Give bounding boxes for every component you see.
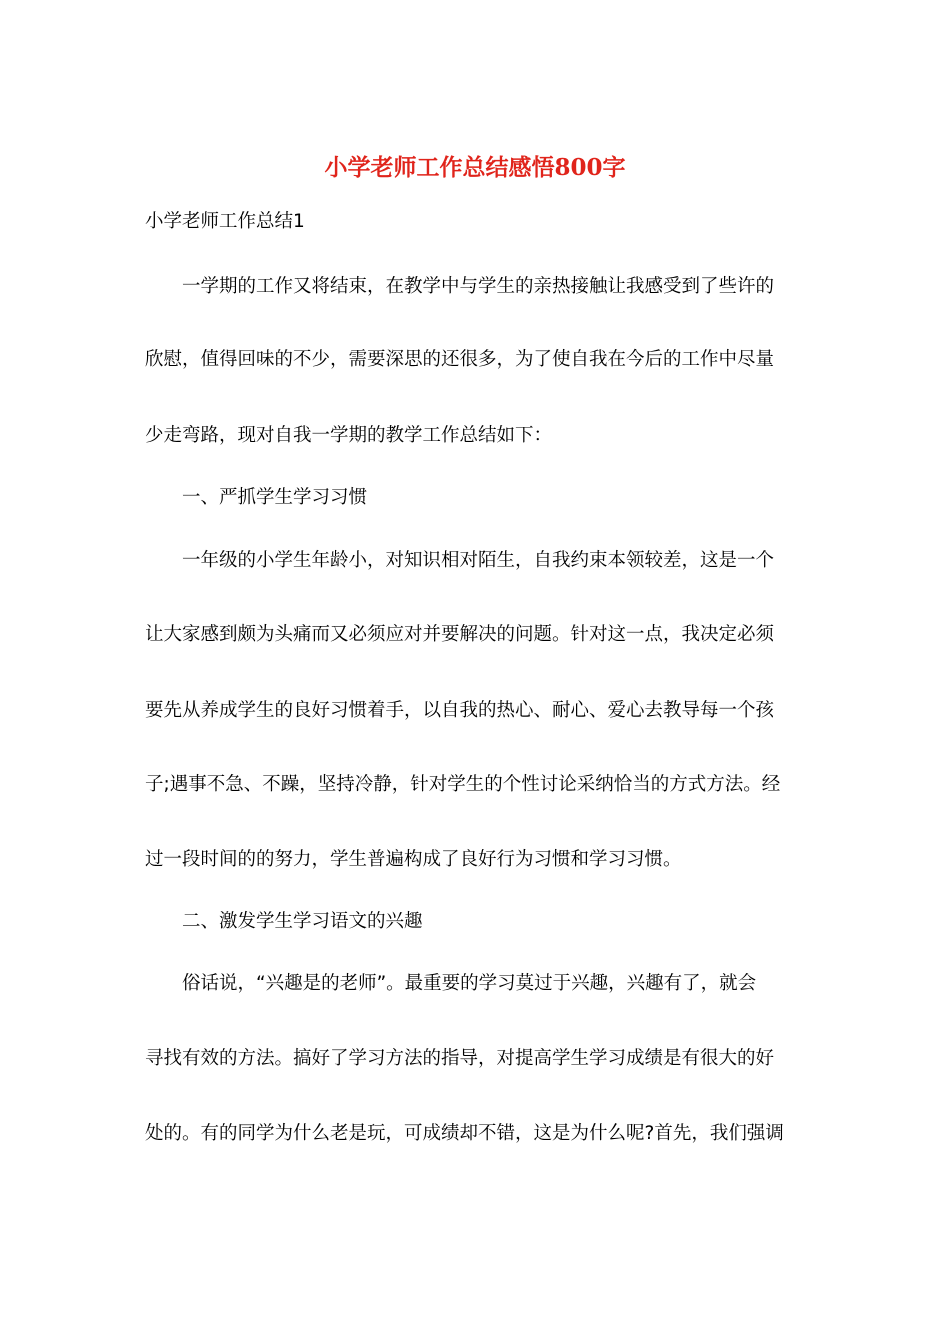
paragraph-line: 一学期的工作又将结束，在教学中与学生的亲热接触让我感受到了些许的: [182, 276, 775, 297]
paragraph-line: 处的。有的同学为什么老是玩，可成绩却不错，这是为什么呢?首先，我们强调: [145, 1123, 784, 1144]
paragraph-line: 欣慰，值得回味的不少，需要深思的还很多，为了使自我在今后的工作中尽量: [145, 349, 775, 370]
paragraph-line: 过一段时间的的努力，学生普遍构成了良好行为习惯和学习习惯。: [145, 849, 682, 870]
paragraph-line: 让大家感到颇为头痛而又必须应对并要解决的问题。针对这一点，我决定必须: [145, 624, 775, 645]
paragraph-line: 要先从养成学生的良好习惯着手，以自我的热心、耐心、爱心去教导每一个孩: [145, 700, 775, 721]
paragraph-line: 一年级的小学生年龄小，对知识相对陌生，自我约束本领较差，这是一个: [182, 550, 775, 571]
document-title: 小学老师工作总结感悟800字: [324, 154, 626, 181]
subheading-1: 一、严抓学生学习习惯: [182, 487, 368, 508]
subheading-2: 二、激发学生学习语文的兴趣: [182, 911, 423, 932]
paragraph-line: 少走弯路，现对自我一学期的教学工作总结如下：: [145, 425, 553, 446]
paragraph-line: 俗话说，“兴趣是的老师”。最重要的学习莫过于兴趣，兴趣有了，就会: [182, 973, 757, 994]
paragraph-line: 寻找有效的方法。搞好了学习方法的指导，对提高学生学习成绩是有很大的好: [145, 1048, 775, 1069]
section-heading-1: 小学老师工作总结1: [145, 211, 305, 232]
paragraph-line: 子;遇事不急、不躁，坚持冷静，针对学生的个性讨论采纳恰当的方式方法。经: [145, 774, 781, 795]
